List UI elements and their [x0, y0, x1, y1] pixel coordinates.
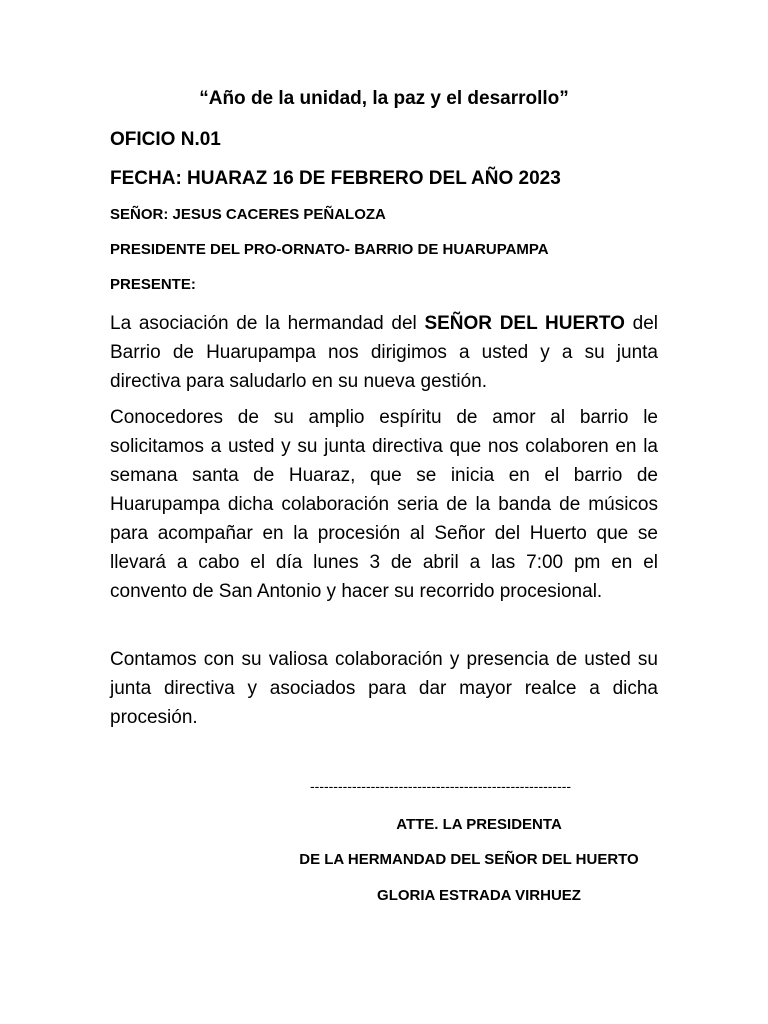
paragraph-2: Conocedores de su amplio espíritu de amor al barrio le solicitamos a usted y su junta directiva que nos colaboren en la semana santa de Huaraz, que se inicia en el barrio de Huarupampa dicha colaboración seria de la banda de músicos para acompañar en la procesión al Señor del Huerto que se llevará a cabo el día lunes 3 de abril a las 7:00 pm en el convento de San Antonio y hacer su recorrido procesional. [110, 407, 658, 602]
paragraph-1-bold-name: SEÑOR DEL HUERTO [424, 313, 625, 334]
signature-line: -------------------------------------------------------- [310, 778, 572, 794]
paragraph-1-text-start: La asociación de la hermandad del [110, 313, 425, 334]
oficio-number: OFICIO N.01 [110, 129, 221, 150]
motto-heading: “Año de la unidad, la paz y el desarrollo” [199, 88, 569, 109]
paragraph-1-text-end: del Barrio de Huarupampa nos dirigimos a usted y a su junta directiva para saludarlo en su nueva gestión. [110, 313, 658, 392]
signature-organization: DE LA HERMANDAD DEL SEÑOR DEL HUERTO [299, 851, 639, 868]
signature-closing: ATTE. LA PRESIDENTA [396, 816, 562, 833]
presente-label: PRESENTE: [110, 276, 196, 293]
paragraph-3: Contamos con su valiosa colaboración y presencia de usted su junta directiva y asociados para dar mayor realce a dicha procesión. [110, 649, 658, 728]
addressee-name: SEÑOR: JESUS CACERES PEÑALOZA [110, 206, 386, 223]
addressee-title: PRESIDENTE DEL PRO-ORNATO- BARRIO DE HUARUPAMPA [110, 241, 549, 258]
date-line: FECHA: HUARAZ 16 DE FEBRERO DEL AÑO 2023 [110, 168, 561, 189]
paragraph-1 [110, 309, 658, 396]
signature-name: GLORIA ESTRADA VIRHUEZ [377, 887, 581, 904]
